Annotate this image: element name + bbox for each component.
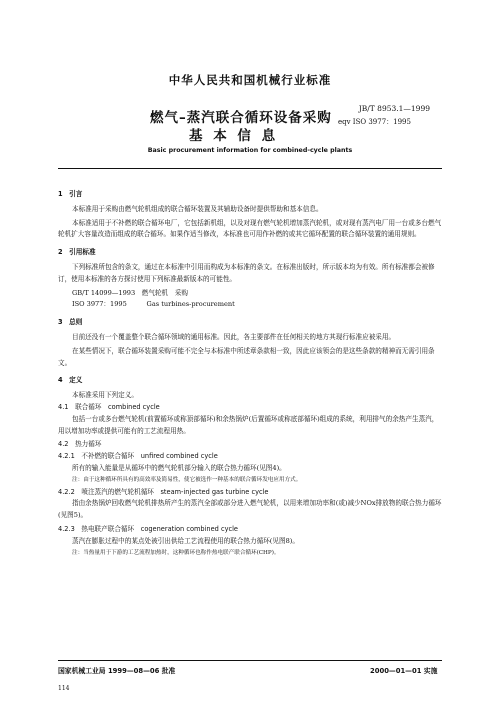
- section-3-paragraph-2: 在某些情况下，联合循环装置采购可能不完全与本标准中所述章条款相一致，因此应该领会的是这些条款的精神而无需引用条文。: [58, 346, 435, 367]
- section-4-heading: 4 定义: [58, 376, 83, 385]
- definition-4-2-1-text: 所有的输入能量是从循环中的燃气轮机部分输入的联合热力循环(见图4)。: [72, 463, 286, 472]
- definition-4-2-3-note: 注：当热量用于下游的工艺流程加热时，这种循环也称作热电联产联合循环(CHP)。: [72, 549, 280, 556]
- definition-4-2-heading: 4.2 热力循环: [58, 440, 102, 449]
- definition-4-1-heading: 4.1 联合循环 combined cycle: [58, 402, 160, 411]
- english-title: Basic procurement information for combined-cycle plants: [147, 147, 353, 154]
- bottom-divider: [58, 660, 442, 661]
- reference-standard-2: ISO 3977：1995 Gas turbines-procurement: [72, 300, 235, 309]
- top-divider: [58, 168, 442, 169]
- effective-date: 2000—01—01 实施: [370, 667, 438, 675]
- document-title-line2: 基 本 信 息: [189, 128, 279, 144]
- issuing-authority: 中华人民共和国机械行业标准: [168, 73, 332, 87]
- definition-4-2-2-text: 指由余热锅炉回收燃气轮机排热所产生的蒸汽全部或部分进入燃气轮机，以用来增加功率和(或)减少NOx排放物的联合热力循环(见图5)。: [58, 499, 442, 520]
- section-1-paragraph-1: 本标准用于采购由燃气轮机组成的联合循环装置及其辅助设备时提供帮助和基本信息。: [72, 204, 323, 213]
- definition-4-2-2-heading: 4.2.2 喷注蒸汽的燃气轮机循环 steam-injected gas turbine cycle: [58, 487, 269, 496]
- definition-4-1-text: 包括一台或多台燃气轮机(前置循环或称顶部循环)和余热锅炉(后置循环或称底部循环)组成的系统，利用排气的余热产生蒸汽，用以增加功率或提供可能有的工艺流程用热。: [58, 414, 439, 435]
- equivalent-standard: eqv ISO 3977：1995: [338, 118, 411, 126]
- approval-date: 国家机械工业局 1999—08—06 批准: [58, 667, 176, 675]
- section-2-paragraph-1: 下列标准所包含的条文，通过在本标准中引用而构成为本标准的条文。在标准出版时，所示版本均为有效。所有标准都会被修订，使用本标准的各方探讨使用下列标准最新版本的可能性。: [58, 262, 435, 283]
- definition-4-2-3-heading: 4.2.3 热电联产联合循环 cogeneration combined cycle: [58, 524, 238, 533]
- definition-4-2-1-heading: 4.2.1 不补燃的联合循环 unfired combined cycle: [58, 452, 218, 461]
- section-3-heading: 3 总则: [58, 318, 83, 327]
- definition-4-2-3-text: 蒸汽在膨胀过程中的某点处被引出供给工艺流程使用的联合热力循环(见图8)。: [72, 536, 299, 545]
- page-number: 114: [58, 685, 70, 692]
- document-title-line1: 燃气–蒸汽联合循环设备采购: [150, 110, 332, 126]
- reference-standard-1: GB/T 14099—1993 燃气轮机 采购: [72, 288, 188, 297]
- section-3-paragraph-1: 目前还没有一个覆盖整个联合循环领域的通用标准。因此，各主要部件在任何相关的地方其现行标准应被采用。: [72, 332, 396, 341]
- section-4-intro: 本标准采用下列定义。: [72, 391, 138, 400]
- document-body: [58, 183, 444, 559]
- definition-4-2-1-note: 注：由于这种循环所具有的高效率及简易性，使它被选作一种基本的联合循环发电应用方式。: [72, 476, 302, 483]
- section-2-heading: 2 引用标准: [58, 248, 96, 257]
- section-1-paragraph-2: 本标准适用于不补燃的联合循环电厂，它包括新机组，以及对现有燃气轮机增加蒸汽轮机，或对现有蒸汽电厂用一台或多台燃气轮机扩大容量改造而组成的联合循环。如果作适当修改，本标准也可用作补燃的或其它循环配置的联合循环装置的通用规则。: [58, 218, 442, 239]
- section-1-heading: 1 引言: [58, 190, 83, 198]
- standard-number: JB/T 8953.1—1999: [358, 104, 430, 113]
